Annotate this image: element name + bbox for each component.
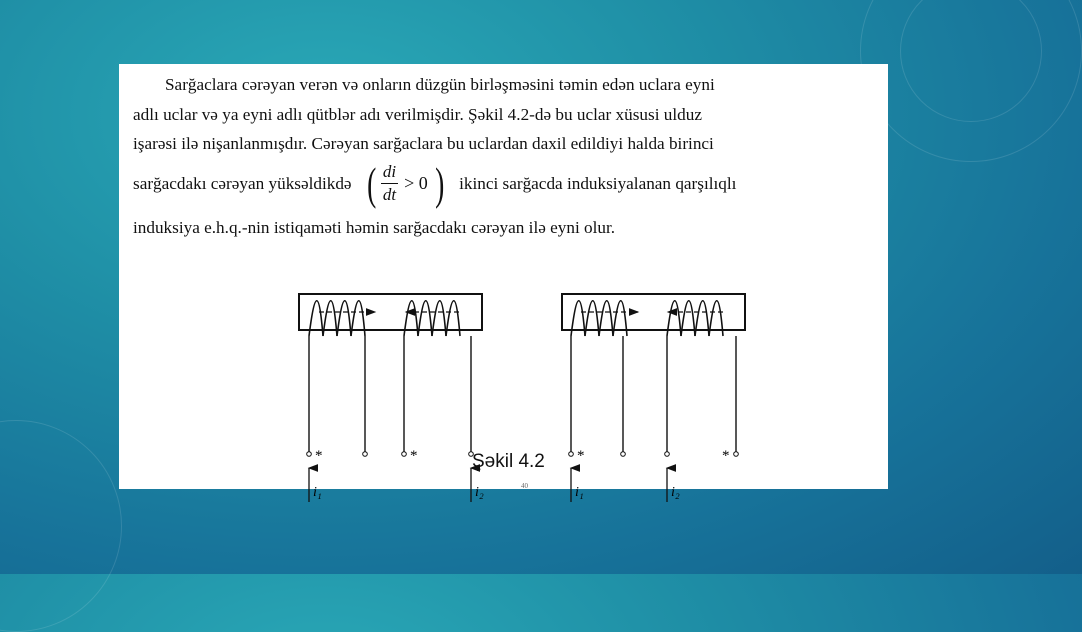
- fraction: [381, 161, 398, 206]
- text-line-1: Sarğaclara cərəyan verən və onların düzgün birləşməsini təmin edən uclara eyni: [165, 75, 715, 94]
- derivative-formula: [364, 157, 448, 209]
- polarity-star: *: [577, 448, 585, 464]
- text-line-2: adlı uclar və ya eyni adlı qütblər adı verilmişdir. Şəkil 4.2-də bu uclar xüsusi ulduz: [133, 104, 702, 124]
- terminal-dot: [307, 452, 312, 457]
- decorative-ring: [0, 420, 122, 632]
- fraction-denominator: dt: [382, 185, 397, 204]
- terminal-dot: [665, 452, 670, 457]
- paragraph: [133, 70, 888, 242]
- text-line-5: induksiya e.h.q.-nin istiqaməti həmin sarğacdakı cərəyan ilə eyni olur.: [133, 217, 616, 237]
- polarity-star: *: [315, 448, 323, 464]
- polarity-star: *: [722, 448, 730, 464]
- terminal-dot: [363, 452, 368, 457]
- text-line-3: işarəsi ilə nişanlanmışdır. Cərəyan sarğaclara bu uclardan daxil edildiyi halda birinci: [133, 134, 714, 153]
- figure-caption: Şəkil 4.2: [472, 451, 545, 472]
- left-paren: (: [366, 157, 376, 209]
- fraction-numerator: di: [381, 161, 398, 184]
- current-label-i2: i₂: [671, 485, 680, 500]
- current-label-i1: i₁: [313, 485, 322, 500]
- terminal-dot: [569, 452, 574, 457]
- right-paren: ): [434, 157, 445, 209]
- current-label-i1: i₁: [575, 485, 584, 500]
- left-coil-assembly: [299, 294, 484, 502]
- text-line-4-end: ikinci sarğacda induksiyalanan qarşılıqlı: [459, 173, 737, 193]
- terminal-dot: [621, 452, 626, 457]
- formula-relation: > 0: [404, 173, 428, 193]
- text-line-4-start: sarğacdakı cərəyan yüksəldikdə: [133, 173, 352, 193]
- polarity-star: *: [410, 448, 418, 464]
- slide-content-card: [119, 64, 888, 500]
- current-label-i2: i₂: [475, 485, 484, 500]
- terminal-dot: [402, 452, 407, 457]
- terminal-dot: [734, 452, 739, 457]
- page-number: 40: [521, 482, 528, 490]
- right-coil-assembly: [562, 294, 745, 502]
- text-line-4: [133, 155, 888, 213]
